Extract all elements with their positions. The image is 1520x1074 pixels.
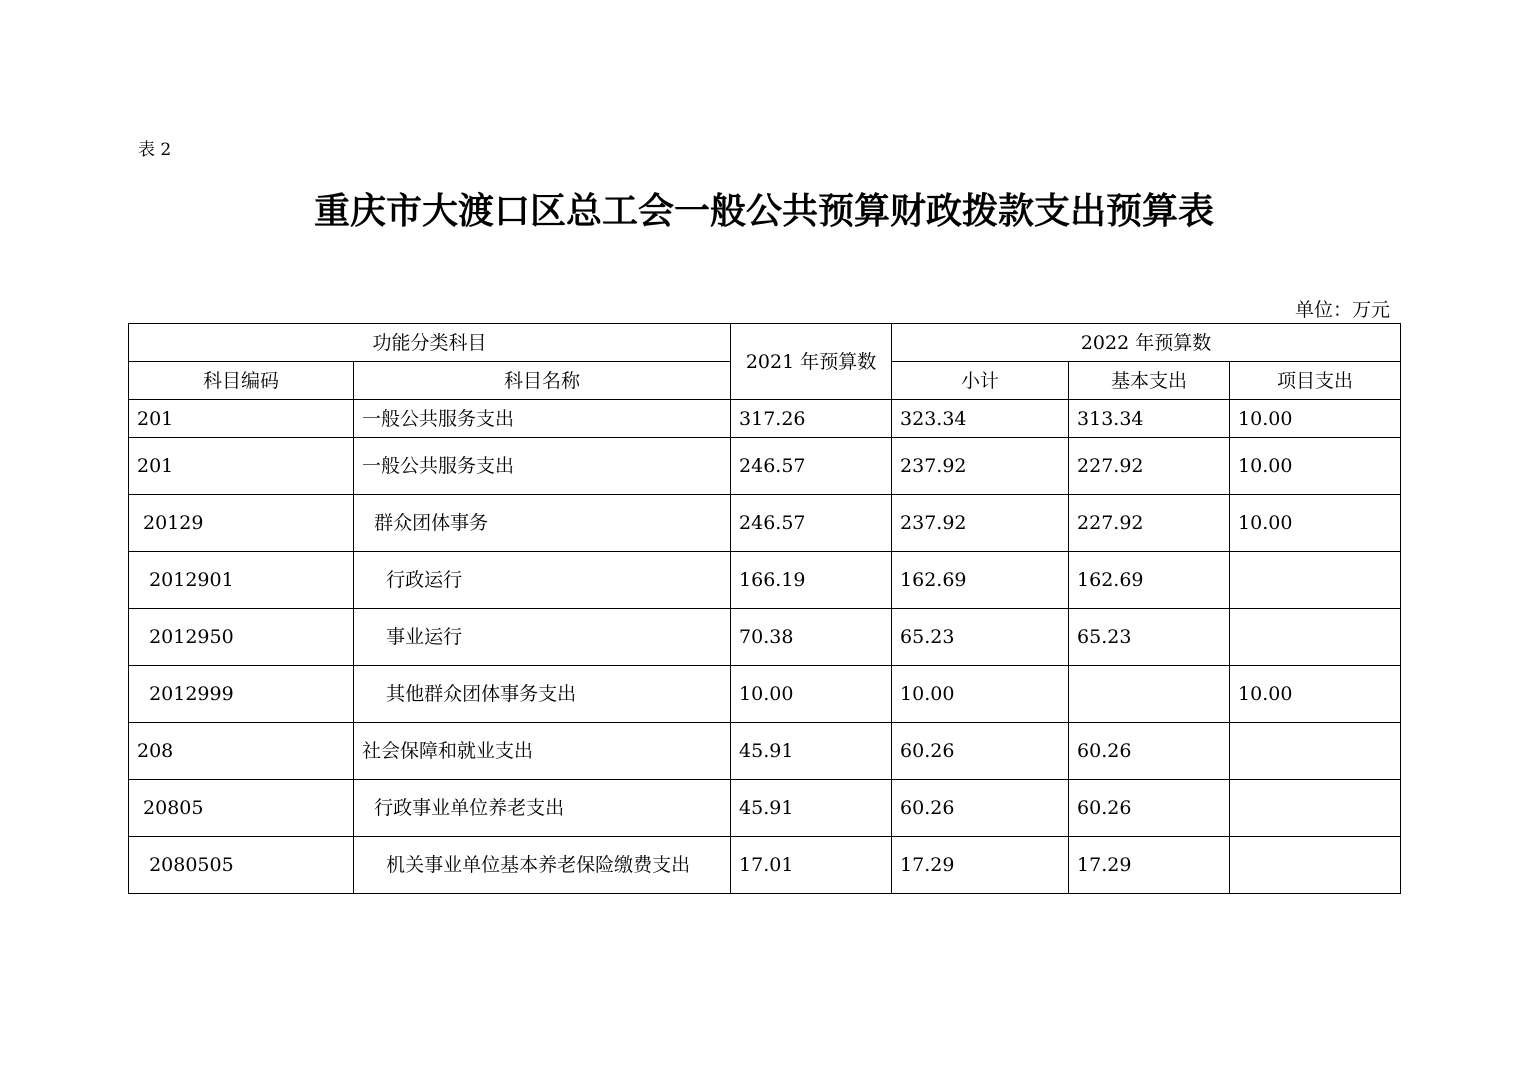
table-row [129,609,1401,666]
header-budget-2022: 2022 年预算数 [892,324,1401,362]
header-code: 科目编码 [129,362,354,400]
header-functional-category: 功能分类科目 [129,324,731,362]
cell-name: 社会保障和就业支出 [354,723,731,780]
table-row [129,837,1401,894]
table-header [129,324,1401,400]
cell-project: 10.00 [1230,666,1401,723]
cell-code: 20129 [129,495,354,552]
cell-subtotal: 323.34 [892,400,1069,438]
cell-basic [1069,666,1230,723]
cell-basic: 313.34 [1069,400,1230,438]
cell-budget-2021: 246.57 [731,495,892,552]
table-row [129,495,1401,552]
cell-basic: 60.26 [1069,723,1230,780]
cell-code: 2012950 [129,609,354,666]
header-row-1 [129,324,1401,362]
header-subtotal: 小计 [892,362,1069,400]
cell-budget-2021: 317.26 [731,400,892,438]
cell-name: 一般公共服务支出 [354,438,731,495]
cell-subtotal: 65.23 [892,609,1069,666]
table-row [129,552,1401,609]
cell-budget-2021: 17.01 [731,837,892,894]
cell-project [1230,609,1401,666]
budget-table [128,323,1401,894]
unit-note: 单位：万元 [1294,299,1390,321]
table-body [129,400,1401,894]
document-label: 表 2 [138,140,172,160]
cell-subtotal: 237.92 [892,438,1069,495]
cell-subtotal: 10.00 [892,666,1069,723]
cell-code: 2012999 [129,666,354,723]
table-row [129,400,1401,438]
cell-budget-2021: 166.19 [731,552,892,609]
cell-code: 2012901 [129,552,354,609]
cell-project [1230,780,1401,837]
cell-project: 10.00 [1230,400,1401,438]
cell-name: 其他群众团体事务支出 [354,666,731,723]
cell-basic: 60.26 [1069,780,1230,837]
header-name: 科目名称 [354,362,731,400]
cell-subtotal: 162.69 [892,552,1069,609]
cell-code: 201 [129,400,354,438]
page-title: 重庆市大渡口区总工会一般公共预算财政拨款支出预算表 [313,191,1214,232]
table-row [129,780,1401,837]
cell-budget-2021: 45.91 [731,723,892,780]
cell-budget-2021: 45.91 [731,780,892,837]
cell-name: 行政事业单位养老支出 [354,780,731,837]
table-row [129,723,1401,780]
cell-basic: 227.92 [1069,495,1230,552]
table-row [129,666,1401,723]
cell-project [1230,837,1401,894]
cell-name: 行政运行 [354,552,731,609]
cell-code: 208 [129,723,354,780]
cell-code: 20805 [129,780,354,837]
cell-budget-2021: 246.57 [731,438,892,495]
cell-code: 2080505 [129,837,354,894]
table-row [129,438,1401,495]
cell-basic: 65.23 [1069,609,1230,666]
cell-name: 机关事业单位基本养老保险缴费支出 [354,837,731,894]
cell-basic: 227.92 [1069,438,1230,495]
cell-project [1230,552,1401,609]
header-project: 项目支出 [1230,362,1401,400]
cell-subtotal: 60.26 [892,723,1069,780]
cell-subtotal: 237.92 [892,495,1069,552]
cell-project: 10.00 [1230,438,1401,495]
cell-code: 201 [129,438,354,495]
cell-project [1230,723,1401,780]
cell-name: 群众团体事务 [354,495,731,552]
cell-basic: 162.69 [1069,552,1230,609]
cell-subtotal: 17.29 [892,837,1069,894]
cell-budget-2021: 10.00 [731,666,892,723]
cell-name: 事业运行 [354,609,731,666]
cell-subtotal: 60.26 [892,780,1069,837]
cell-budget-2021: 70.38 [731,609,892,666]
header-budget-2021: 2021 年预算数 [731,324,892,400]
cell-basic: 17.29 [1069,837,1230,894]
cell-project: 10.00 [1230,495,1401,552]
cell-name: 一般公共服务支出 [354,400,731,438]
header-basic: 基本支出 [1069,362,1230,400]
